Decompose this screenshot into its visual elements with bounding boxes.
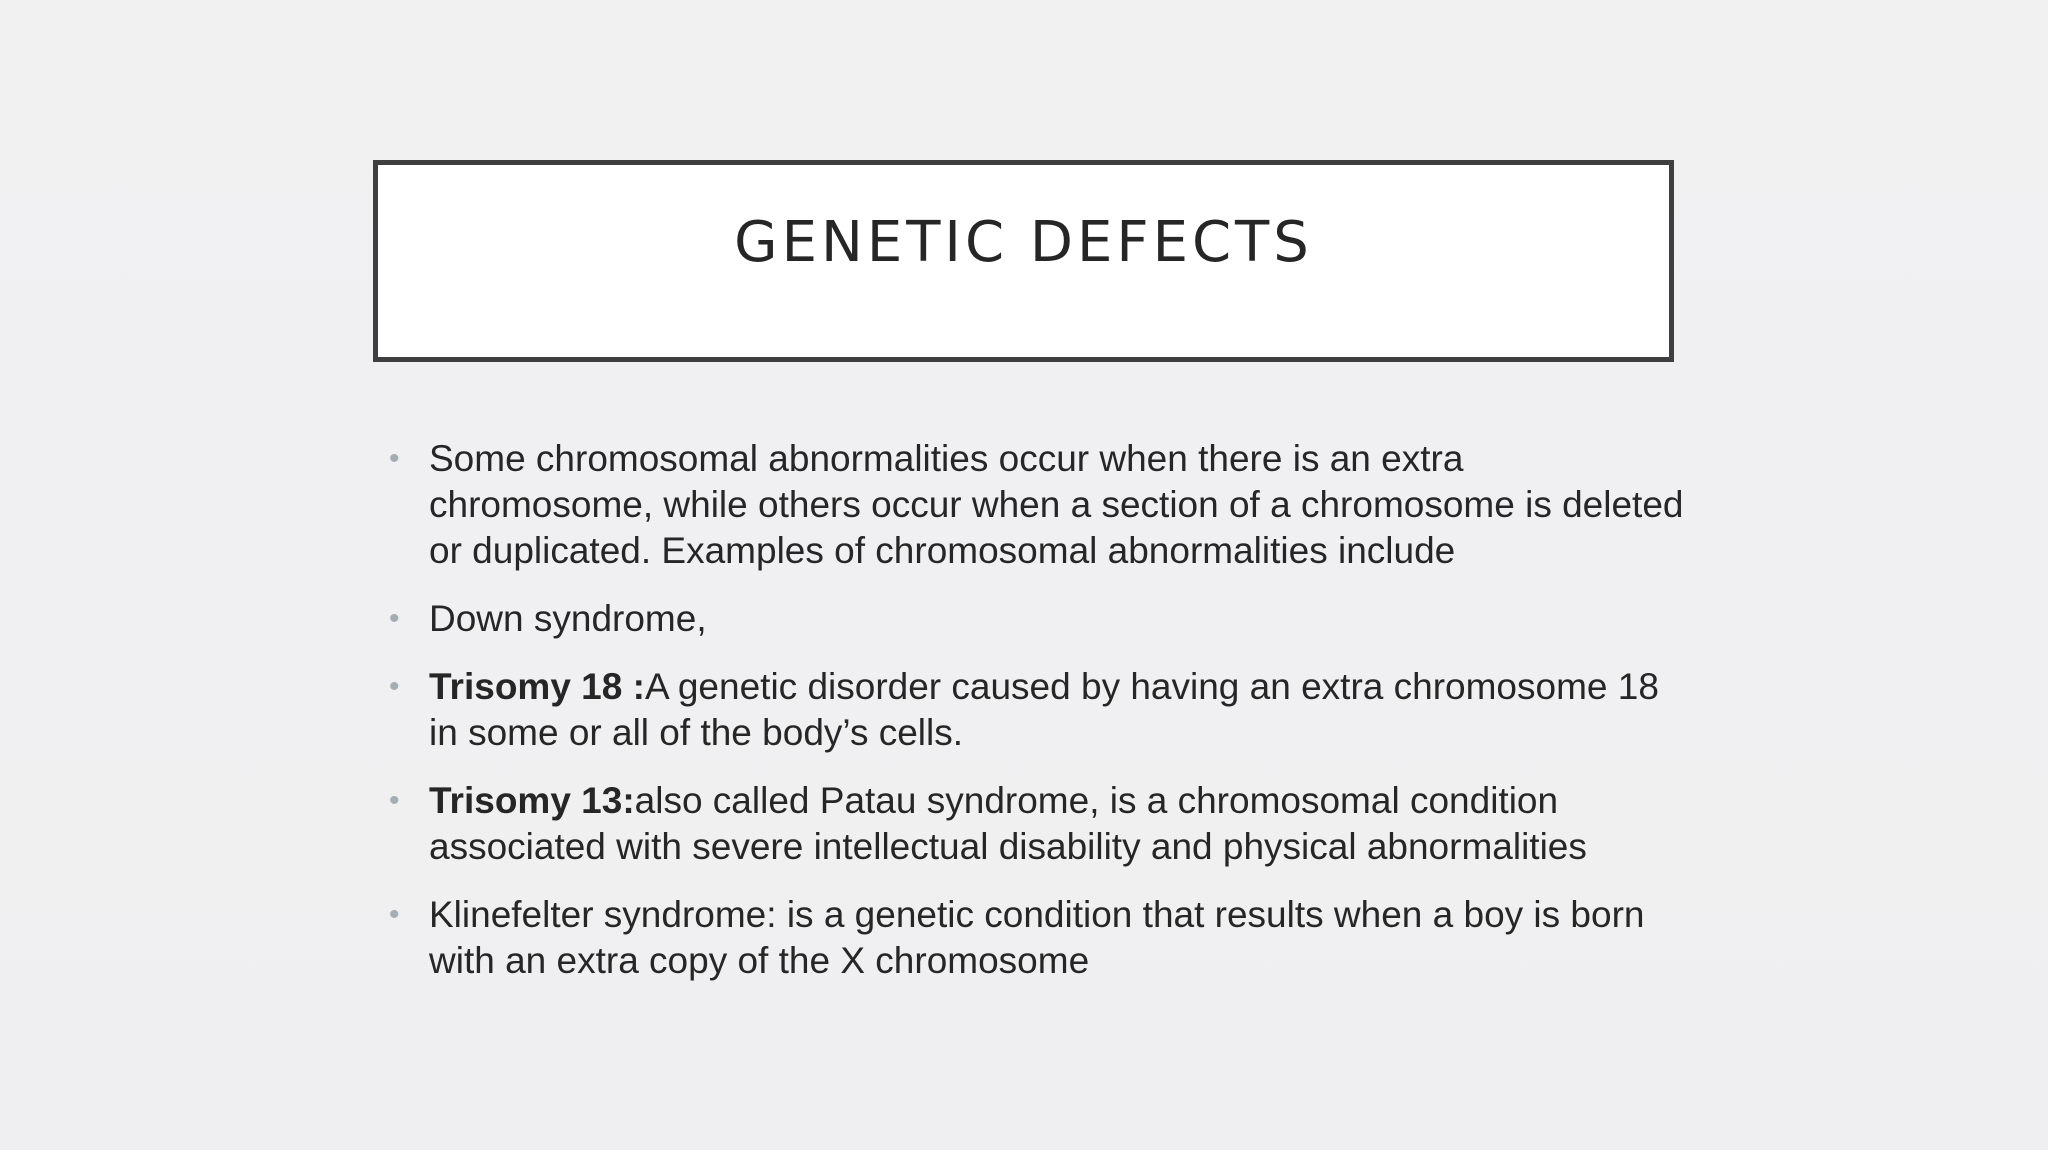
bullet-item-1 — [385, 436, 1685, 574]
bullet-list — [385, 436, 1685, 1006]
bullet-text: also called Patau syndrome, is a chromosomal condition associated with severe intellectual disability and physical abnormalities — [429, 780, 1587, 867]
bullet-text: Down syndrome, — [429, 598, 707, 639]
bullet-item-5 — [385, 892, 1685, 984]
bullet-item-2 — [385, 596, 1685, 642]
bullet-dot-icon: • — [389, 784, 400, 817]
bullet-dot-icon: • — [389, 442, 400, 475]
title-box — [373, 160, 1674, 362]
slide-title: GENETIC DEFECTS — [734, 210, 1313, 275]
bullet-term: Trisomy 18 : — [429, 666, 645, 707]
bullet-item-4 — [385, 778, 1685, 870]
bullet-item-3 — [385, 664, 1685, 756]
bullet-text: A genetic disorder caused by having an extra chromosome 18 in some or all of the body’s cells. — [429, 666, 1659, 753]
bullet-text: Klinefelter syndrome: is a genetic condition that results when a boy is born with an extra copy of the X chromosome — [429, 894, 1645, 981]
bullet-text: Some chromosomal abnormalities occur when there is an extra chromosome, while others occur when a section of a chromosome is deleted or duplicated. Examples of chromosomal abnormalities include — [429, 438, 1684, 571]
bullet-dot-icon: • — [389, 898, 400, 931]
bullet-dot-icon: • — [389, 670, 400, 703]
bullet-term: Trisomy 13: — [429, 780, 635, 821]
bullet-dot-icon: • — [389, 602, 400, 635]
